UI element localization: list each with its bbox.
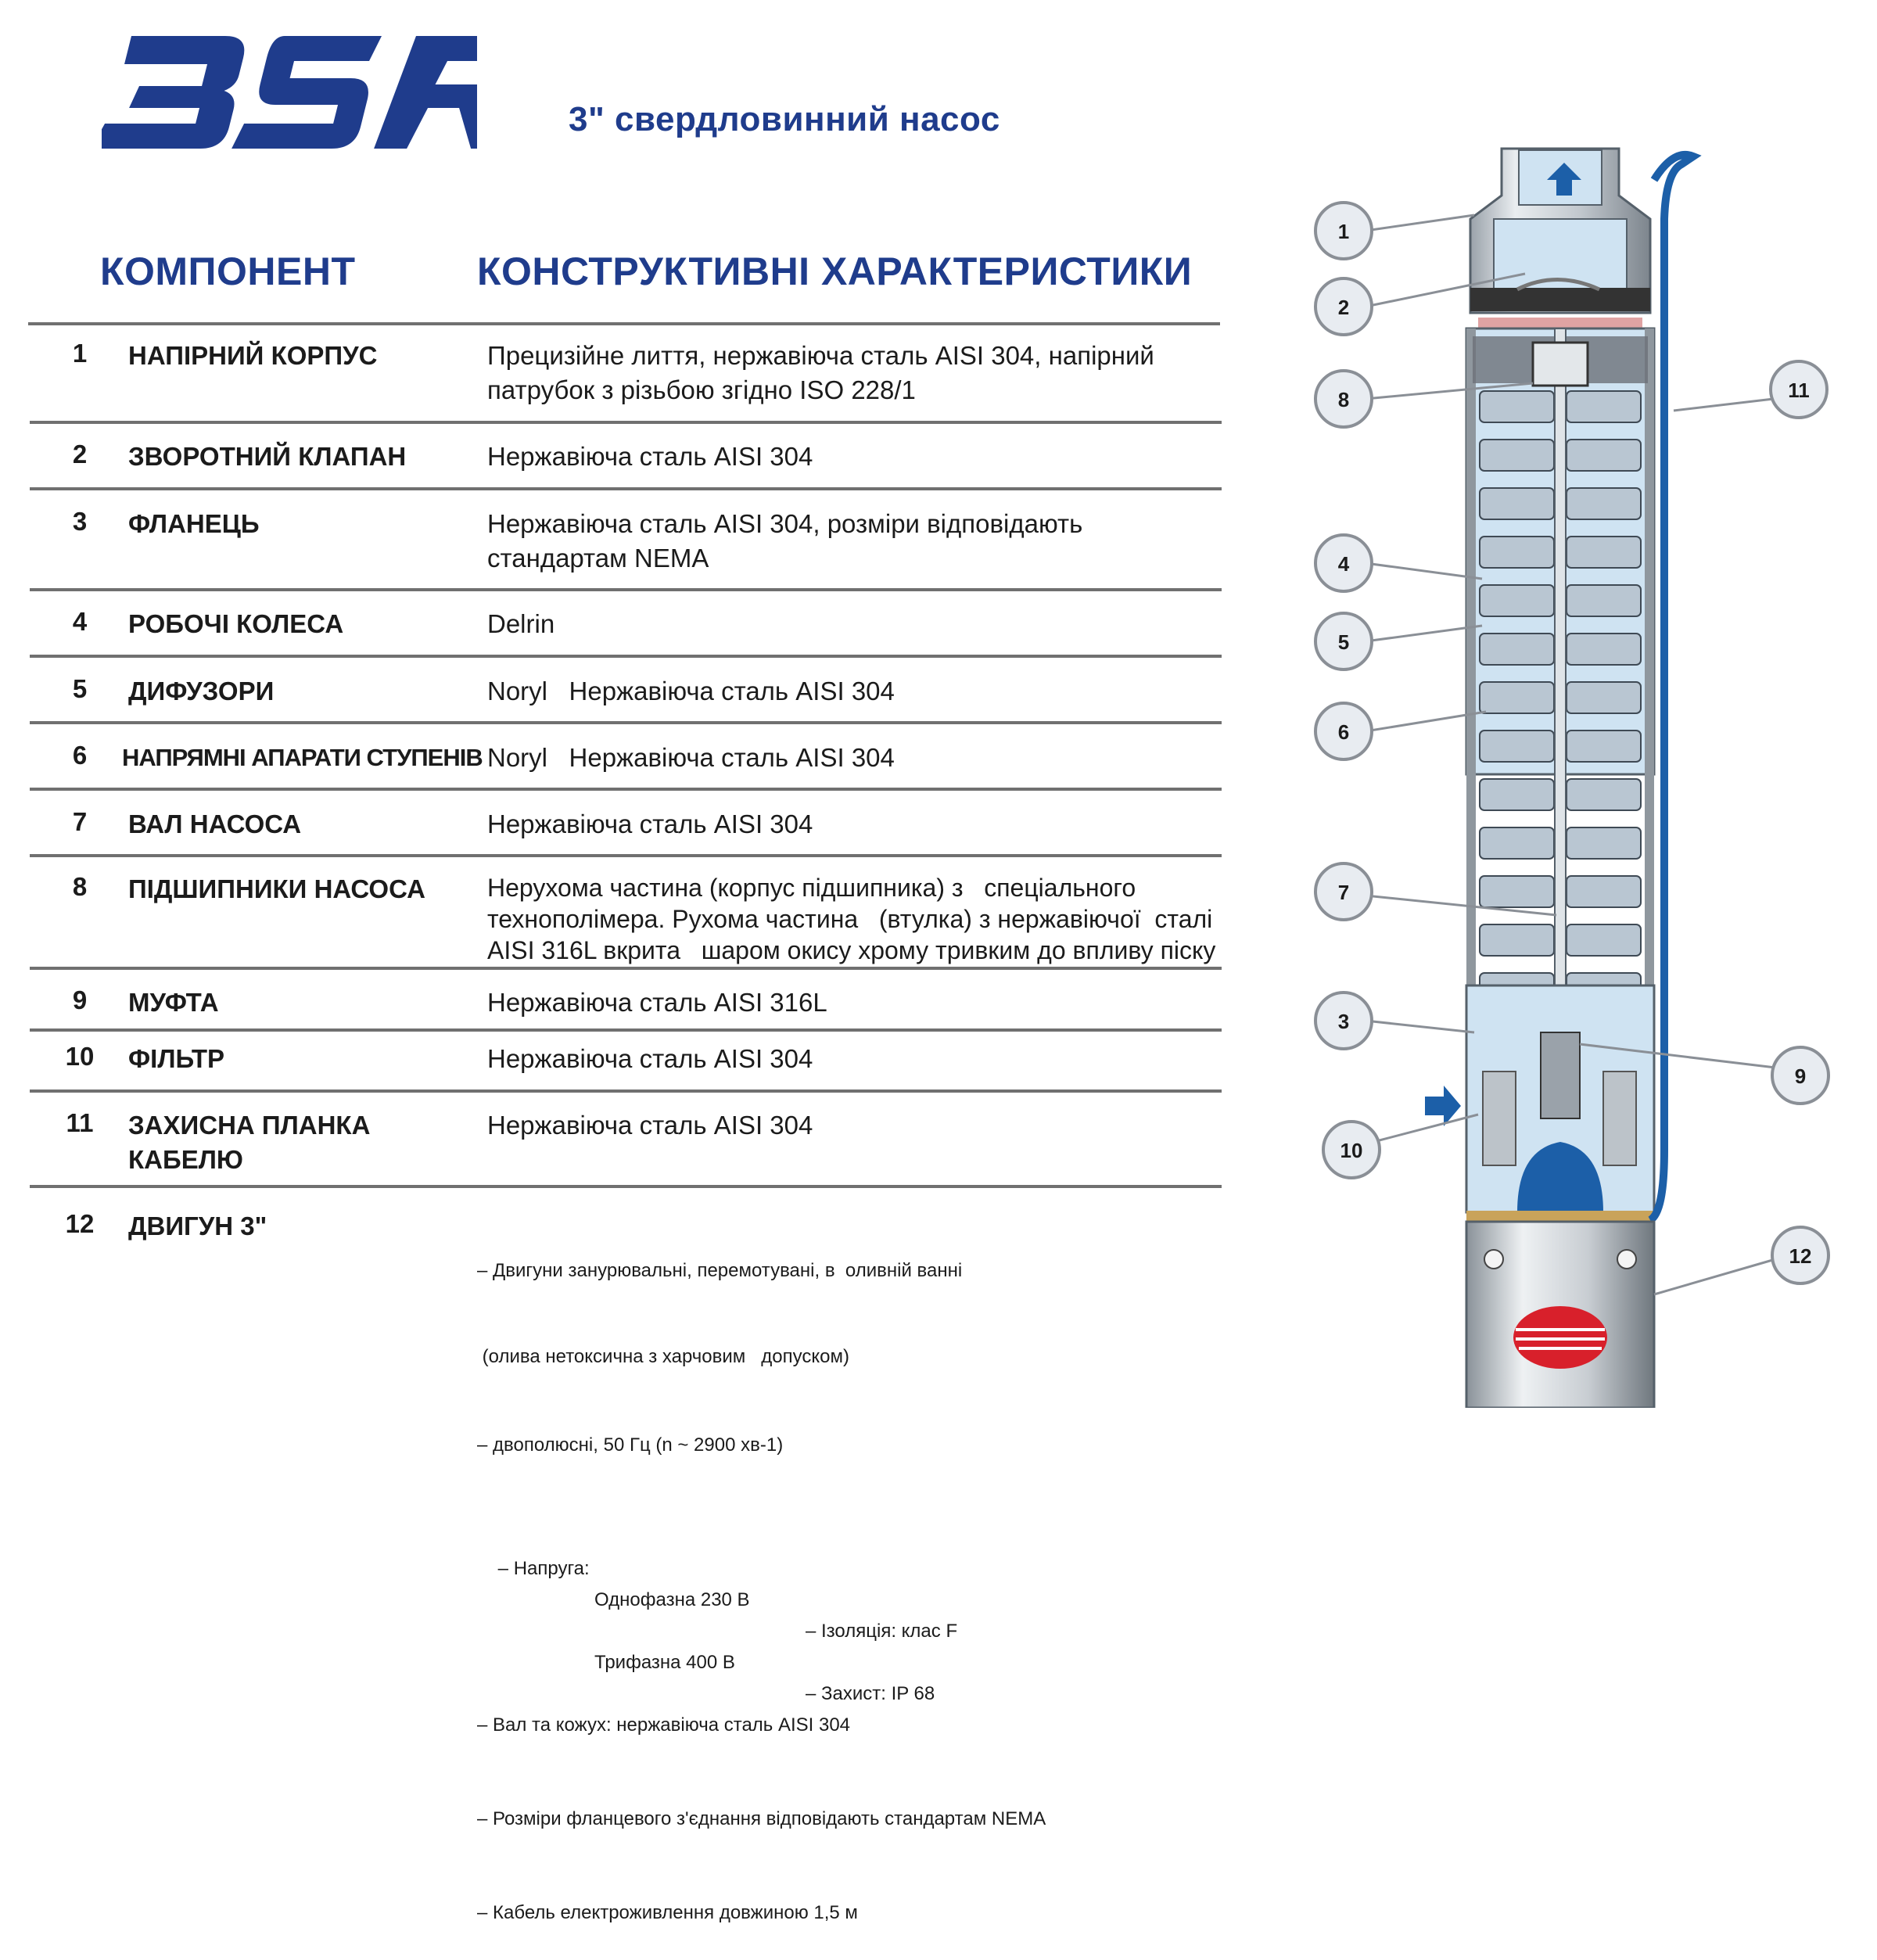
component-description: Нерухома частина (корпус підшипника) з спеціального технополімера. Рухома частина (втулка) з нержавіючої сталі AISI 316L вкрита шаром окису хрому тривким до впливу піску bbox=[487, 874, 1216, 964]
callout-6 bbox=[1315, 703, 1372, 759]
cable-guard bbox=[1650, 155, 1693, 1220]
callout-11 bbox=[1771, 361, 1827, 418]
table-rule bbox=[30, 721, 1222, 724]
table-rule bbox=[30, 1028, 1222, 1032]
component-description: Delrin bbox=[487, 609, 555, 638]
table-rule bbox=[30, 1185, 1222, 1188]
motor-line: – Кабель електроживлення довжиною 1,5 м bbox=[477, 1902, 858, 1923]
component-name: РОБОЧІ КОЛЕСА bbox=[128, 609, 344, 638]
table-rule bbox=[30, 421, 1222, 424]
voltage-three-phase: Трифазна 400 В bbox=[594, 1652, 735, 1673]
table-rule bbox=[30, 487, 1222, 490]
table-rule bbox=[30, 1089, 1222, 1093]
motor-line: – Двигуни занурювальні, перемотувані, в оливній ванні bbox=[477, 1260, 963, 1281]
svg-text:12: 12 bbox=[1789, 1244, 1812, 1268]
row-number: 4 bbox=[72, 607, 88, 636]
row-number: 11 bbox=[66, 1108, 94, 1137]
component-name: НАПІРНИЙ КОРПУС bbox=[128, 341, 378, 370]
component-name: ДИФУЗОРИ bbox=[128, 677, 275, 705]
row-number: 5 bbox=[72, 674, 88, 703]
component-description: Нержавіюча сталь AISI 304 bbox=[487, 1111, 813, 1140]
component-description: Нержавіюча сталь AISI 304 bbox=[487, 442, 813, 471]
component-description: Нержавіюча сталь AISI 316L bbox=[487, 988, 827, 1017]
callout-7 bbox=[1315, 863, 1372, 920]
svg-text:2: 2 bbox=[1337, 296, 1350, 319]
motor-details bbox=[477, 1197, 1046, 1960]
component-description: Нержавіюча сталь AISI 304 bbox=[487, 809, 813, 838]
motor-voltage-line bbox=[477, 1616, 1046, 1704]
lower-section bbox=[1425, 985, 1654, 1222]
table-rule bbox=[30, 788, 1222, 791]
callout-9 bbox=[1772, 1047, 1829, 1104]
component-name: ЗВОРОТНИЙ КЛАПАН bbox=[128, 442, 407, 471]
motor-line: (олива нетоксична з харчовим допуском) bbox=[477, 1346, 849, 1367]
column-header-features: КОНСТРУКТИВНІ ХАРАКТЕРИСТИКИ bbox=[477, 249, 1193, 293]
insulation-class: – Ізоляція: клас F bbox=[806, 1621, 958, 1642]
table-rule bbox=[30, 854, 1222, 857]
page-subtitle: 3" свердловинний насос bbox=[569, 100, 1000, 138]
callout-1 bbox=[1315, 203, 1372, 259]
callout-4 bbox=[1315, 535, 1372, 591]
svg-text:7: 7 bbox=[1337, 881, 1350, 904]
callout-10 bbox=[1323, 1122, 1380, 1178]
pump-bearing bbox=[1533, 343, 1588, 386]
bsr-logo bbox=[102, 30, 477, 155]
table-rule bbox=[30, 967, 1222, 970]
motor-logo-icon bbox=[1513, 1306, 1607, 1369]
inlet-filter bbox=[1483, 1072, 1516, 1165]
row-number: 12 bbox=[65, 1209, 95, 1238]
svg-text:6: 6 bbox=[1337, 720, 1350, 744]
callout-5 bbox=[1315, 613, 1372, 669]
svg-text:1: 1 bbox=[1337, 220, 1350, 243]
row-number: 9 bbox=[72, 985, 88, 1014]
table-rule bbox=[28, 322, 1220, 325]
component-description: Noryl Нержавіюча сталь AISI 304 bbox=[487, 677, 895, 705]
svg-text:11: 11 bbox=[1788, 379, 1810, 402]
svg-text:8: 8 bbox=[1337, 388, 1350, 411]
svg-text:9: 9 bbox=[1794, 1064, 1807, 1088]
svg-text:3: 3 bbox=[1337, 1010, 1350, 1033]
row-number: 3 bbox=[72, 507, 88, 536]
callout-3 bbox=[1315, 993, 1372, 1049]
motor-line: – Вал та кожух: нержавіюча сталь AISI 304 bbox=[477, 1714, 851, 1736]
svg-text:10: 10 bbox=[1340, 1139, 1363, 1162]
row-number: 8 bbox=[72, 872, 88, 901]
row-number: 7 bbox=[72, 807, 88, 836]
row-number: 2 bbox=[72, 440, 88, 468]
callout-8 bbox=[1315, 371, 1372, 427]
component-name: ЗАХИСНА ПЛАНКА КАБЕЛЮ bbox=[128, 1111, 371, 1174]
motor-voltage-line bbox=[477, 1522, 1046, 1642]
column-header-component: КОМПОНЕНТ bbox=[100, 249, 356, 293]
callout-12 bbox=[1772, 1227, 1829, 1283]
component-description: Прецизійне лиття, нержавіюча сталь AISI 304, напірний патрубок з різьбою згідно ISO 228/1 bbox=[487, 341, 1154, 404]
component-name: ПІДШИПНИКИ НАСОСА bbox=[128, 874, 425, 903]
component-description: Нержавіюча сталь AISI 304, розміри відповідають стандартам NEMA bbox=[487, 509, 1083, 573]
protection-class: – Захист: IP 68 bbox=[806, 1683, 935, 1704]
table-rule bbox=[30, 655, 1222, 658]
row-number: 6 bbox=[72, 741, 88, 770]
motor-line: – Розміри фланцевого з'єднання відповідають стандартам NEMA bbox=[477, 1808, 1046, 1829]
motor bbox=[1466, 1222, 1654, 1408]
pump-cutaway-diagram bbox=[1306, 133, 1854, 1408]
voltage-single-phase: Однофазна 230 В bbox=[594, 1589, 750, 1610]
motor-line: – двополюсні, 50 Гц (n ~ 2900 хв-1) bbox=[477, 1434, 784, 1456]
component-name: ВАЛ НАСОСА bbox=[128, 809, 302, 838]
coupling bbox=[1541, 1032, 1580, 1118]
component-description: Noryl Нержавіюча сталь AISI 304 bbox=[487, 743, 895, 772]
svg-text:4: 4 bbox=[1337, 552, 1350, 576]
svg-text:5: 5 bbox=[1337, 630, 1350, 654]
row-number: 1 bbox=[72, 339, 88, 368]
component-name: ФЛАНЕЦЬ bbox=[128, 509, 260, 538]
component-name: НАПРЯМНІ АПАРАТИ СТУПЕНІВ bbox=[122, 744, 483, 771]
voltage-label: – Напруга: bbox=[497, 1558, 590, 1579]
component-name: ДВИГУН 3" bbox=[128, 1212, 267, 1240]
table-rule bbox=[30, 588, 1222, 591]
component-name: ФІЛЬТР bbox=[128, 1044, 225, 1073]
callout-2 bbox=[1315, 278, 1372, 335]
component-description: Нержавіюча сталь AISI 304 bbox=[487, 1044, 813, 1073]
component-name: МУФТА bbox=[128, 988, 219, 1017]
row-number: 10 bbox=[65, 1042, 95, 1071]
